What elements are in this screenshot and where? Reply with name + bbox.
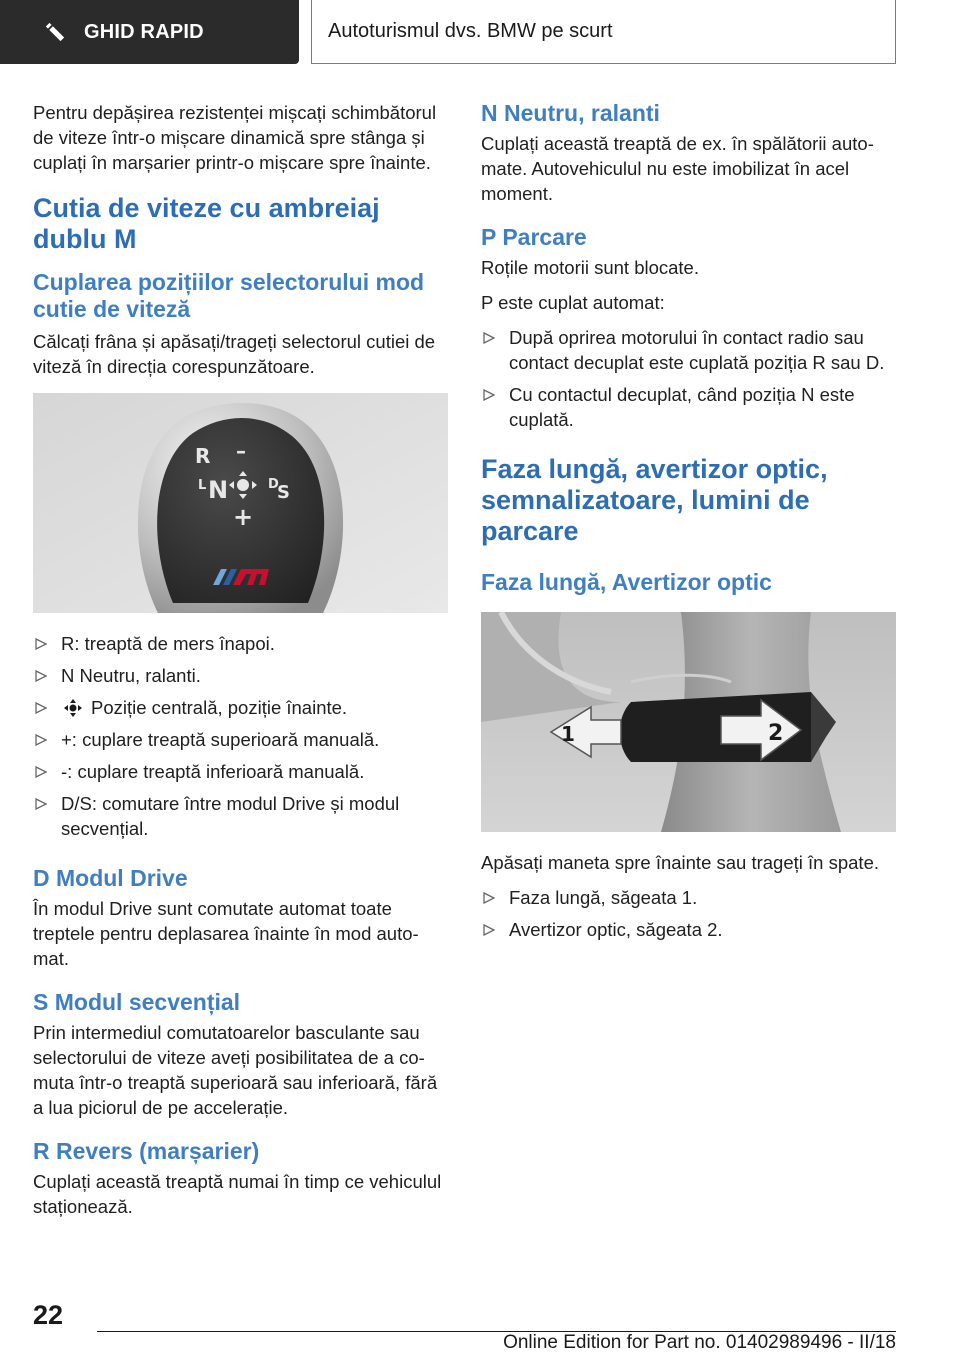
list-item: R: treaptă de mers înapoi. xyxy=(33,631,448,656)
list-item: Avertizor optic, săgeata 2. xyxy=(481,917,896,942)
bullet-triangle-icon xyxy=(35,702,47,714)
footer-edition: Online Edition for Part no. 01402989496 - II/18 xyxy=(503,1332,896,1353)
drive-mode-paragraph: În modul Drive sunt comutate automat toate treptele pentru deplasarea înainte în mod automat. xyxy=(33,898,419,969)
list-item: Poziție centrală, poziție înainte. xyxy=(33,695,448,720)
page-number: 22 xyxy=(33,1300,64,1330)
gear-selector-figure xyxy=(33,393,448,613)
list-item: +: cuplare treaptă superioară manuală. xyxy=(33,727,448,752)
position-l-label: L xyxy=(198,478,207,493)
bullet-triangle-icon xyxy=(483,924,495,936)
bullet-triangle-icon xyxy=(35,798,47,810)
park-heading: P Parcare xyxy=(481,224,587,250)
section-title xyxy=(311,0,896,64)
neutral-heading: N Neutru, ralanti xyxy=(481,100,660,126)
list-item: Cu contactul decuplat, când poziția N este cuplată. xyxy=(481,382,896,432)
arrow-1-label: 1 xyxy=(561,722,575,746)
dct-heading: Cutia de viteze cu ambreiaj dublu M xyxy=(33,193,380,254)
list-item: N Neutru, ralanti. xyxy=(33,663,448,688)
sequential-mode-paragraph: Prin intermediul comutatoarelor basculante sau selectorului de viteze aveți posibilitatea de a comuta într-o treaptă superioară sau inferioară, fără a lua piciorul de pe accelerație. xyxy=(33,1022,438,1118)
bullet-triangle-icon xyxy=(35,734,47,746)
quick-guide-icon xyxy=(44,21,66,43)
selector-paragraph: Călcați frâna și apăsați/trageți selectorul cutiei de viteză în direcția corespunzătoare. xyxy=(33,331,436,377)
neutral-paragraph: Cuplați această treaptă de ex. în spălătorii automate. Autovehiculul nu este imobilizat în acel moment. xyxy=(481,133,874,204)
bullet-triangle-icon xyxy=(35,766,47,778)
quick-guide-tab[interactable] xyxy=(0,0,299,64)
position-d-label: D xyxy=(268,477,279,492)
right-column xyxy=(481,100,896,952)
position-plus-label: + xyxy=(233,503,254,531)
position-minus-label: – xyxy=(236,439,246,463)
selector-positions-list xyxy=(33,631,448,841)
high-beam-heading: Faza lungă, Avertizor optic xyxy=(481,569,772,595)
left-column xyxy=(33,100,448,1229)
selector-heading: Cuplarea pozițiilor selectorului mod cutie de viteză xyxy=(33,269,425,322)
list-item: Faza lungă, săgeata 1. xyxy=(481,885,896,910)
center-position-icon xyxy=(63,698,83,718)
list-item: După oprirea motorului în contact radio sau contact decuplat este cuplată poziția R sau D. xyxy=(481,325,896,375)
bullet-triangle-icon xyxy=(483,332,495,344)
position-n-label: N xyxy=(208,476,229,504)
stalk-illustration xyxy=(481,612,896,832)
list-item: -: cuplare treaptă inferioară manuală. xyxy=(33,759,448,784)
park-list xyxy=(481,325,896,432)
bullet-triangle-icon xyxy=(35,638,47,650)
reverse-paragraph: Cuplați această treaptă numai în timp ce vehiculul staționează. xyxy=(33,1171,442,1217)
park-paragraph-2: P este cuplat automat: xyxy=(481,292,665,313)
gear-selector-illustration xyxy=(33,393,448,613)
stalk-figure xyxy=(481,612,896,832)
list-item: D/S: comutare între modul Drive și modul secvențial. xyxy=(33,791,448,841)
intro-paragraph: Pentru depășirea rezistenței mișcați schimbătorul de viteze într-o mișcare dinamică spre stânga și cuplați în marșarier printr-o mișcare spre înainte. xyxy=(33,102,437,173)
park-paragraph-1: Roțile motorii sunt blocate. xyxy=(481,257,699,278)
section-title-text: Autoturismul dvs. BMW pe scurt xyxy=(328,20,613,42)
drive-mode-heading: D Modul Drive xyxy=(33,865,188,891)
position-r-label: R xyxy=(195,444,211,468)
quick-guide-label: GHID RAPID xyxy=(84,20,204,43)
position-s-label: S xyxy=(277,482,290,503)
arrow-2-label: 2 xyxy=(768,721,784,746)
sequential-mode-heading: S Modul secvențial xyxy=(33,989,241,1015)
lights-heading: Faza lungă, avertizor optic, semnalizatoare, lumini de parcare xyxy=(481,454,828,546)
bullet-triangle-icon xyxy=(483,892,495,904)
stalk-caption: Apăsați maneta spre înainte sau trageți în spate. xyxy=(481,852,879,873)
bullet-triangle-icon xyxy=(483,389,495,401)
bullet-triangle-icon xyxy=(35,670,47,682)
stalk-list xyxy=(481,885,896,942)
reverse-heading: R Revers (marșarier) xyxy=(33,1138,260,1164)
